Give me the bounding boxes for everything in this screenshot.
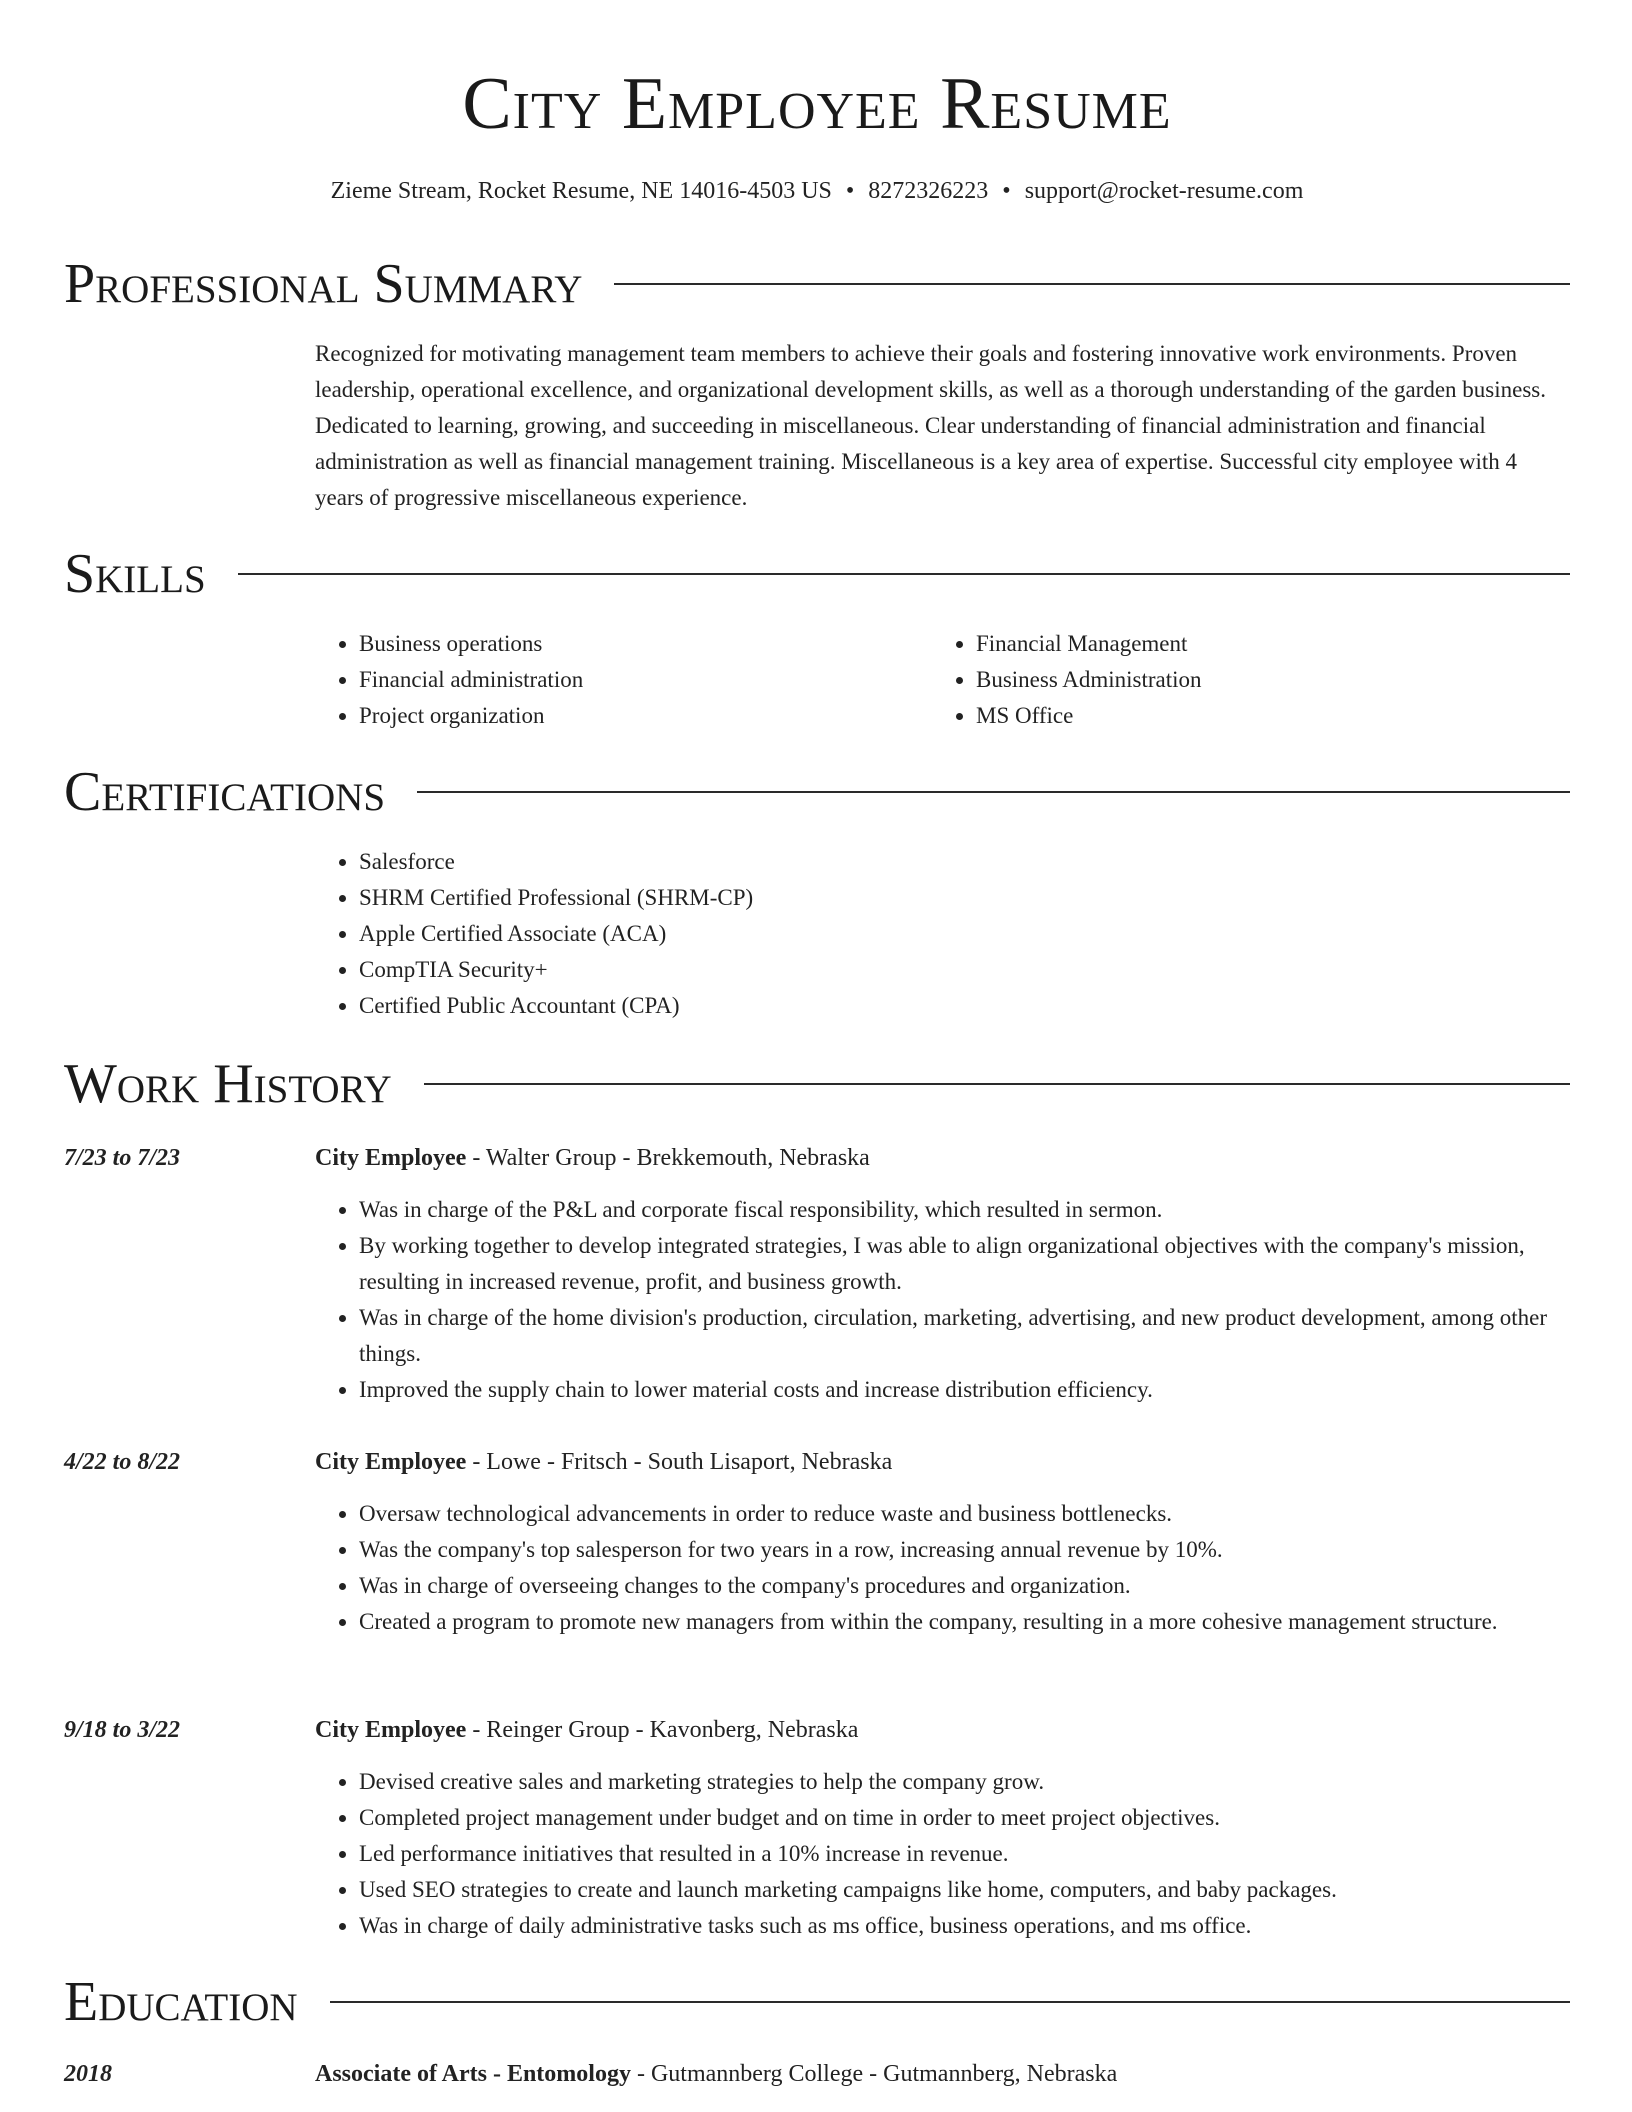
skills-list	[315, 626, 1570, 734]
job-bullet: • Was in charge of overseeing changes to the company's procedures and organization.	[359, 1568, 1570, 1604]
skill-item: • MS Office	[976, 698, 1549, 734]
skills-column-right	[932, 626, 1549, 734]
certification-item: • Certified Public Accountant (CPA)	[359, 988, 1570, 1024]
job-heading	[315, 1444, 1570, 1480]
address: Zieme Stream, Rocket Resume, NE 14016-4503 US	[330, 178, 832, 204]
education-school: - Gutmannberg College - Gutmannberg, Nebraska	[630, 2061, 1118, 2087]
summary-section-header	[64, 252, 1570, 316]
summary-text: Recognized for motivating management team members to achieve their goals and fostering innovative work environments. Proven leadership, operational excellence, and organizational development skills, as well as a thorough understanding of the garden business. Dedicated to learning, growing, and succeeding in miscellaneous. Clear understanding of financial administration and financial administration as well as financial management training. Miscellaneous is a key area of expertise. Successful city employee with 4 years of progressive miscellaneous experience.	[315, 341, 1546, 510]
skill-item: • Business Administration	[976, 662, 1549, 698]
job-dates: 4/22 to 8/22	[64, 1449, 181, 1475]
job-employer: - Reinger Group - Kavonberg, Nebraska	[466, 1717, 859, 1743]
skills-section-header	[64, 542, 1570, 606]
job-bullets	[315, 1496, 1570, 1640]
job-bullet: • Completed project management under budget and on time in order to meet project objectives.	[359, 1800, 1570, 1836]
certification-item: • Apple Certified Associate (ACA)	[359, 916, 1570, 952]
job-bullet: • Used SEO strategies to create and launch marketing campaigns like home, computers, and baby packages.	[359, 1872, 1570, 1908]
certification-item: • SHRM Certified Professional (SHRM-CP)	[359, 880, 1570, 916]
skills-column-left	[315, 626, 932, 734]
job-bullet: • Was in charge of the P&L and corporate fiscal responsibility, which resulted in sermon.	[359, 1192, 1570, 1228]
job-heading	[315, 1712, 1570, 1748]
certifications-section-header	[64, 760, 1570, 824]
section-title-skills: Skills	[64, 543, 206, 605]
resume-title: City Employee Resume	[462, 63, 1172, 145]
job-bullet: • Was the company's top salesperson for two years in a row, increasing annual revenue by 10%.	[359, 1532, 1570, 1568]
separator: •	[1002, 178, 1011, 204]
skill-item: • Business operations	[359, 626, 932, 662]
contact-line	[64, 174, 1570, 208]
section-divider	[238, 573, 1570, 575]
job-employer: - Walter Group - Brekkemouth, Nebraska	[466, 1145, 870, 1171]
job-bullet: • Devised creative sales and marketing strategies to help the company grow.	[359, 1764, 1570, 1800]
section-divider	[330, 2001, 1570, 2003]
education-year: 2018	[64, 2061, 112, 2087]
skill-item: • Project organization	[359, 698, 932, 734]
job-title: City Employee	[315, 1449, 467, 1475]
section-title-summary: Professional Summary	[64, 253, 583, 315]
job-bullet: • Led performance initiatives that resulted in a 10% increase in revenue.	[359, 1836, 1570, 1872]
job-dates: 9/18 to 3/22	[64, 1717, 181, 1743]
job-dates: 7/23 to 7/23	[64, 1145, 181, 1171]
job-bullet: • Improved the supply chain to lower material costs and increase distribution efficiency.	[359, 1372, 1570, 1408]
job-bullets	[315, 1764, 1570, 1944]
certifications-list	[315, 844, 1570, 1024]
phone: 8272326223	[868, 178, 989, 204]
job-bullet: • Created a program to promote new managers from within the company, resulting in a more cohesive management structure.	[359, 1604, 1570, 1640]
education-degree: Associate of Arts - Entomology	[315, 2061, 631, 2087]
job-heading	[315, 1140, 1570, 1176]
separator: •	[845, 178, 855, 204]
job-bullet: • Was in charge of daily administrative tasks such as ms office, business operations, and ms office.	[359, 1908, 1570, 1944]
education-heading	[315, 2056, 1570, 2092]
job-bullet: • Was in charge of the home division's production, circulation, marketing, advertising, and new product development, among other things.	[359, 1300, 1570, 1372]
skill-item: • Financial administration	[359, 662, 932, 698]
job-bullet: • Oversaw technological advancements in order to reduce waste and business bottlenecks.	[359, 1496, 1570, 1532]
job-title: City Employee	[315, 1717, 467, 1743]
certification-item: • Salesforce	[359, 844, 1570, 880]
section-title-certifications: Certifications	[64, 761, 386, 823]
work-section-header	[64, 1052, 1570, 1116]
email: support@rocket-resume.com	[1024, 178, 1304, 204]
section-title-work-history: Work History	[64, 1053, 392, 1115]
section-divider	[417, 791, 1570, 793]
education-section-header	[64, 1970, 1570, 2034]
section-title-education: Education	[64, 1971, 298, 2033]
certification-item: • CompTIA Security+	[359, 952, 1570, 988]
job-bullet: • By working together to develop integrated strategies, I was able to align organizational objectives with the company's mission, resulting in increased revenue, profit, and business growth.	[359, 1228, 1570, 1300]
section-divider	[614, 283, 1570, 285]
section-divider	[424, 1083, 1570, 1085]
job-employer: - Lowe - Fritsch - South Lisaport, Nebraska	[466, 1449, 893, 1475]
job-bullets	[315, 1192, 1570, 1408]
job-title: City Employee	[315, 1145, 467, 1171]
skill-item: • Financial Management	[976, 626, 1549, 662]
